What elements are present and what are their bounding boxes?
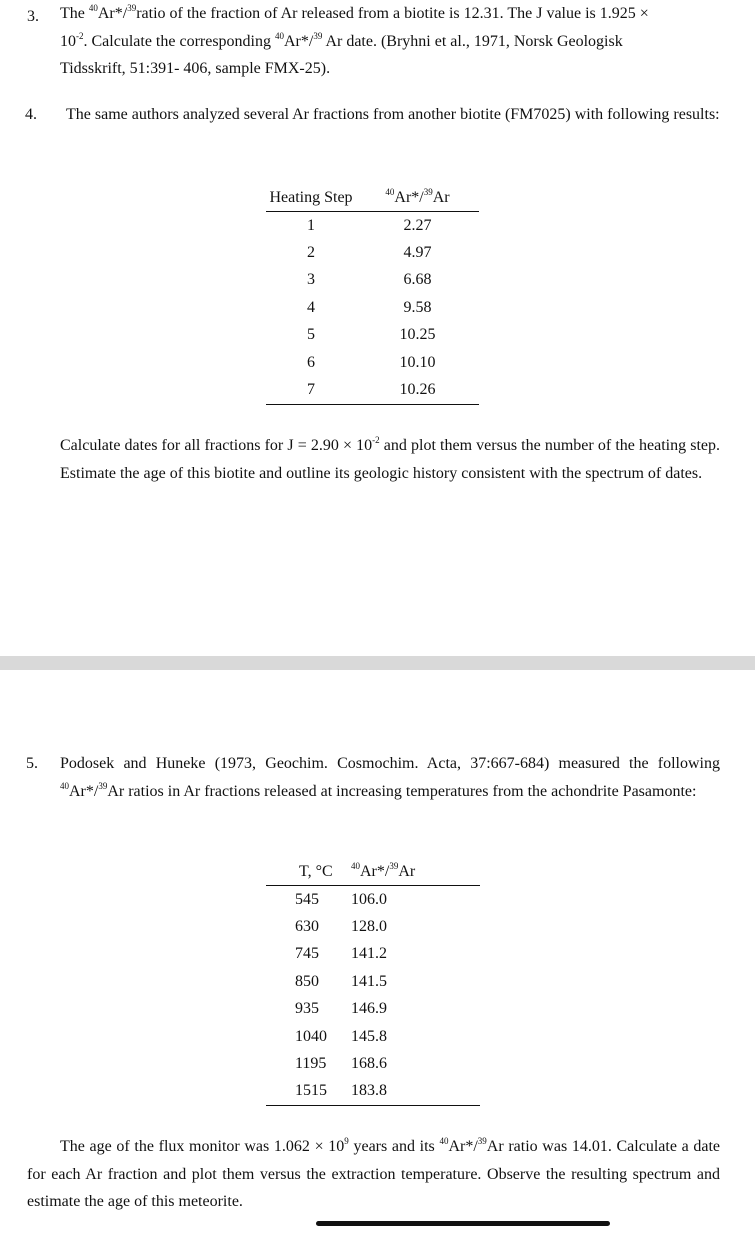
table-row: 5 10.25	[307, 326, 436, 344]
table-row: 1 2.27	[307, 216, 432, 234]
header-ar-ratio: $^{40}$Ar*/$^{39}$Ar	[351, 859, 480, 886]
table-row: 7 10.26	[266, 376, 479, 404]
table-row: 2 4.97	[307, 244, 432, 262]
table-row: 850 141.5	[295, 972, 387, 990]
home-indicator-bar[interactable]	[316, 1221, 610, 1226]
question-4-instructions: Calculate dates for all fractions for $J = 2.90 \times 10^{-2}$ and plot them versus the number of the heating step. Estimate the age of this biotite and outline its geologic history consistent with the spectrum of dates.	[60, 435, 721, 482]
question-4-number: 4.	[25, 106, 37, 123]
table-row: 745 141.2	[295, 945, 387, 963]
table-row: 1195 168.6	[295, 1055, 387, 1073]
question-5-intro: Podosek and Huneke (1973, Geochim. Cosmochim. Acta, 37:667-684) measured the following $^{40}$Ar*/$^{39}$Ar ratios in Ar fractions released at increasing temperatures from the achondrite Pasamonte:	[60, 755, 720, 800]
table-row: 1040 145.8	[295, 1027, 387, 1045]
question-3-number: 3.	[27, 8, 39, 25]
page-separator	[0, 656, 755, 670]
question-5-instructions: The age of the flux monitor was $1.062 \times 10^9$ years and its $^{40}$Ar*/$^{39}$Ar ratio was 14.01. Calculate a date for each Ar fraction and plot them versus the extraction temperature. Observe the resulting spectrum and estimate the age of this meteorite.	[27, 1136, 721, 1210]
question-4-intro: The same authors analyzed several Ar fractions from another biotite (FM7025) with following results:	[66, 106, 720, 123]
table-row: 630 128.0	[295, 918, 387, 936]
table-row: 6 10.10	[307, 353, 436, 371]
table-row: 935 146.9	[295, 1000, 387, 1018]
header-heating-step: Heating Step	[266, 185, 356, 212]
question-3-text: The $^{40}$Ar*/$^{39}$ratio of the fraction of Ar released from a biotite is 12.31. The J value is 1.925 × $10^{-2}$. Calculate the corresponding $^{40}$Ar*/$^{39}$ Ar date. (Bryhni et al., 1971, Norsk Geologisk Tidsskrift, 51:391- 406, sample FMX-25).	[60, 3, 649, 77]
header-ar-ratio: $^{40}$Ar*/$^{39}$Ar	[356, 185, 479, 212]
biotite-heating-table	[266, 185, 479, 405]
table-row: 3 6.68	[307, 271, 432, 289]
table-row: 4 9.58	[307, 298, 432, 316]
table-row: 1515 183.8	[266, 1078, 480, 1106]
header-temperature: T, °C	[266, 859, 351, 886]
pasamonte-temperature-table	[266, 859, 480, 1106]
question-5-number: 5.	[26, 755, 38, 772]
table-row: 545 106.0	[295, 890, 387, 908]
